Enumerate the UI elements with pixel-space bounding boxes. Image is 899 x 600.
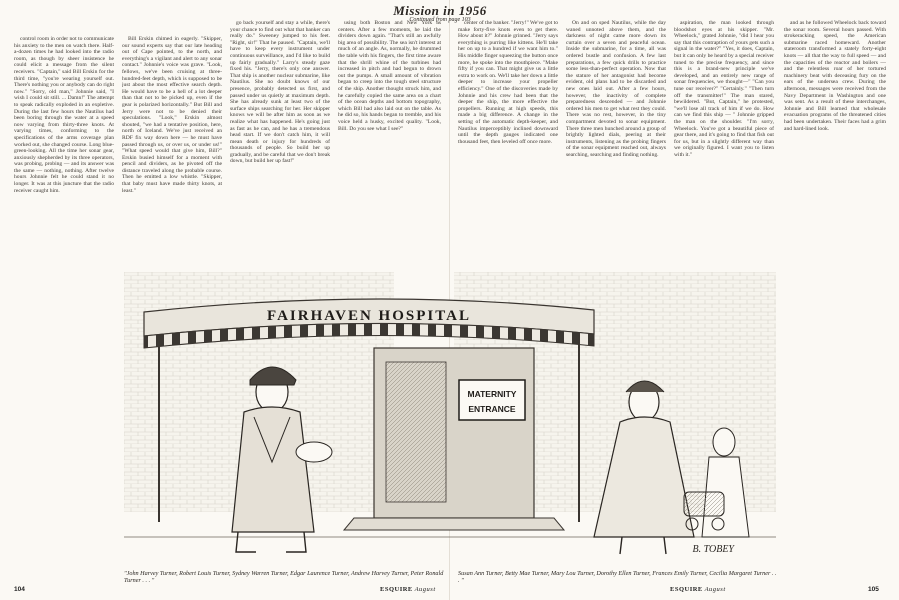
right-page-column-2-text: On and on sped Nautilus, while the day waned unnoted above them, and the darkness of night came more down its curtain over a seven and peaceful ocean. Inside the submarine, for a time, all was ordered bustle and confusion. A few last preparations, a few quick drills to practice some less-than-perfect operation. Now that the stature of her antagonist had become evident, old plans had to be discarded and new ones laid out. After a few hours, however, the inactivity of complete preparedness descended — and Johnnie ordered his men to get what rest they could. There was no rest, however, in the tiny compartment devoted to sonar equipment. There three men hunched around a group of brightly lighted dials, peering at their instruments, listening as the probing fingers of the sonar equipment reached out, always searching, searching and finding nothing.	[566, 20, 666, 158]
footer-left-page-number: 104	[14, 586, 25, 593]
right-page-column-1-text: center of the banker. "Jerry!" We've got to make forty-five knots even to get there. How about it?" Johnnie grinned. "Jerry says everything is purring like kittens. He'll take her on up to a hundred if we want him to." His middle finger squeezing the button once more, he spoke into the mouthpiece. "Make fifty if you can. That might give us a little extra to work on. We'll take her down a little deeper to increase your propeller efficiency." One of the discoveries made by Johnnie and his crew had been that the deeper the ship, the more effective the propellers. Running at high speeds, this made a big difference. A change in the setting of the automatic depth-keeper, and Nautilus imperceptibly inclined downward until the depth gauges indicated one thousand feet, then leveled off once more.	[458, 20, 558, 145]
footer-right-magazine-name: ESQUIRE	[670, 586, 703, 593]
right-page-column-3-text: aspiration, the man looked through bloodshot eyes at his skipper. "Mr. Wheelock," grated Johnnie, "did I hear you say that this contraption of yours gets such a signal in the water?" "Yes, it does, Captain, but it can only be heard by a special receiver tuned to the precise frequency, and since this is a brand-new principle we've developed, and an entirely new range of sonar frequencies, we thought—" "Can you tune our receiver?" "Certainly." "Then turn off the transmitter!" The man stared, bewildered. "But, Captain," he protested, "we'll lose all track of him if we do. How can we find this ship — " Johnnie gripped the man on the shoulder. "I'm sorry, Wheelock. You've got a beautiful piece of gear there, and it's going to find that fish out for us, but in a slightly different way than we originally figured. I want you to listen with it."	[674, 20, 774, 158]
right-page-column-4-text: and as he followed Wheelock back toward the sonar room. Several hours passed. With strokeracking speed, the American submarine raced homeward. Another stateroom transformed a stately forty-eight knots — all that the way to full speed — and the capacities of the reactor and boilers — and the relentless roar of her tortured machinery beat with deceasing fury on the ears of the undersea crew. During the afternoon, messages were received from the Navy Department in Washington and one was sent. As a result of these interchanges, Johnnie and Bill learned that wholesale evacuation programs of the threatened cities had been undertaken. Their faces had a grim and hard-lined look.	[784, 20, 886, 132]
caption-right: Susan Ann Turner, Betty Mae Turner, Mary Lou Turner, Dorothy Ellen Turner, Frances Emily Turner, Cecilia Margaret Turner . . . "	[458, 570, 777, 585]
footer-right-page-number: 105	[868, 586, 879, 593]
right-page-column-3	[674, 20, 774, 250]
left-page-column-4-text: using both Boston and New York as centers. After a few moments, he laid the dividers down again. "That's still an awfully big area of possibility. The sea isn't interest at much of an angle. As, normally, he drummed the table with his fingers, the first time aware that the shrill whine of the turbines had increased in pitch and had begun to drown out the pumps. A small amount of vibration began to creep into the tough steel structure of the ship. Another thought struck him, and he carefully copied the same area on a chart of the ocean depths and bottom topography, which Bill had also laid out on the table. As he did so, his hands began to tremble, and his voice held a husky, excited quality. "Look, Bill. Do you see what I see?"	[338, 20, 441, 132]
entrance-steps	[344, 518, 564, 530]
right-page-column-2	[566, 20, 666, 250]
left-page-column-2-text: Bill Erskin chimed in eagerly. "Skipper, our sound experts say that our late heading out of Cape pointed, to the north, and everything's a vigilant and alert to any sonar contact." Johnnie's voice was grave. "Look, fellows, we've been cruising at three-hundred-feet depth, which is supposed to be just about the most effective search depth. He would have to be a hell of a lot deeper than that not to be picked up, even if the gear is polarized horizontally." But Bill and Jerry were not to be denied their speculations. "Look," Erskin almost shouted, "we had a tentative position, here, north of Iceland. We've just received an RDF fix way down here — he must have passed through us, or over us, or under us!" "What speed would that give him, Bill?" Erskin busied himself for a moment with pencil and dividers, as he pivoted off the distance traveled along the probable course. Then he emitted a low whistle. "Skipper, that baby must have made thirty knots, at least."	[122, 36, 222, 194]
door-glass	[386, 362, 446, 502]
artist-signature: B. TOBEY	[692, 544, 734, 555]
left-page-column-3	[230, 20, 330, 250]
right-page-column-1	[458, 20, 558, 250]
footer-left-month: August	[414, 586, 436, 593]
right-page-column-4	[784, 20, 886, 580]
maternity-sign-line2: ENTRANCE	[468, 404, 516, 414]
left-page-column-1-text: control room in order not to communicate his anxiety to the men on watch there. Half-a-dozen times he had looked into the radio room, as though by sheer insistence he could elicit a message from the silent receivers. "Captain," said Bill Erskin for the third time, "you're wearing yourself out. There's nothing you or anybody can do right now." "Sorry, old man," Johnnie said, "I wish I could sit still. ... Damn!" The attempt to speak radically exploded in an expletive. During the last few hours the Nautilus had been boring through the water at a speed now varying from thirty-three knots. At varying times, conforming to the specifications of the arms coverage plan worked out, she changed course. Long blue-green-looking. All the time her sonar gear, anxiously shepherded by its three operators, was probing, probing — and its answer was the same — nothing, nothing. After twelve hours Johnnie felt he could stand it no longer. It was at this juncture that the radio receiver caught him.	[14, 36, 114, 194]
baby-bundle	[296, 442, 332, 462]
article-title: Mission in 1956	[393, 3, 487, 18]
maternity-entrance-sign	[459, 380, 525, 420]
left-page-column-3-text: go back yourself and stay a while, there's your chance to find out what that banker can really do." Sweeney jumped to his feet. "Right, sir!" That he paused. "Captain, we'll have to keep every instrument under continuous surveillance, and I'd like to build up fairly gradually." Larry's steady gaze fixed his. "Jerry, there's only one answer. That ship is another nuclear submarine, like Nautilus. She no doubt knows of our presence, probably detected us first, and passed under us quietly at maximum depth. She has already sunk at least two of the surface ships searching for her. Her skipper knows we will be after him as soon as we realize what has happened. He's going just as fast as he can, and he has a tremendous head start. If we don't catch him, it will mean death or injury for hundreds of thousands of people. So build her up gradually, and be careful that we don't break down, but build her up fast!"	[230, 20, 330, 165]
footer-right-magazine	[670, 586, 726, 593]
hospital-cartoon-illustration	[124, 252, 776, 570]
footer-left-magazine-name: ESQUIRE	[380, 586, 413, 593]
left-page-column-2	[122, 36, 222, 250]
maternity-sign-line1: MATERNITY	[467, 389, 517, 399]
left-page-column-1	[14, 36, 114, 581]
footer-right-month: August	[704, 586, 726, 593]
continued-note: Continued from page 103	[409, 17, 471, 23]
hospital-sign: FAIRHAVEN HOSPITAL	[267, 308, 471, 324]
caption-left: "John Harvey Turner, Robert Louis Turner, Sydney Warren Turner, Edgar Laurence Turner, Andrew Harvey Turner, Peter Ronald Turner . . . "	[124, 570, 444, 585]
article-header	[260, 3, 620, 23]
left-page-column-4	[338, 20, 441, 250]
footer-left-magazine	[380, 586, 436, 593]
